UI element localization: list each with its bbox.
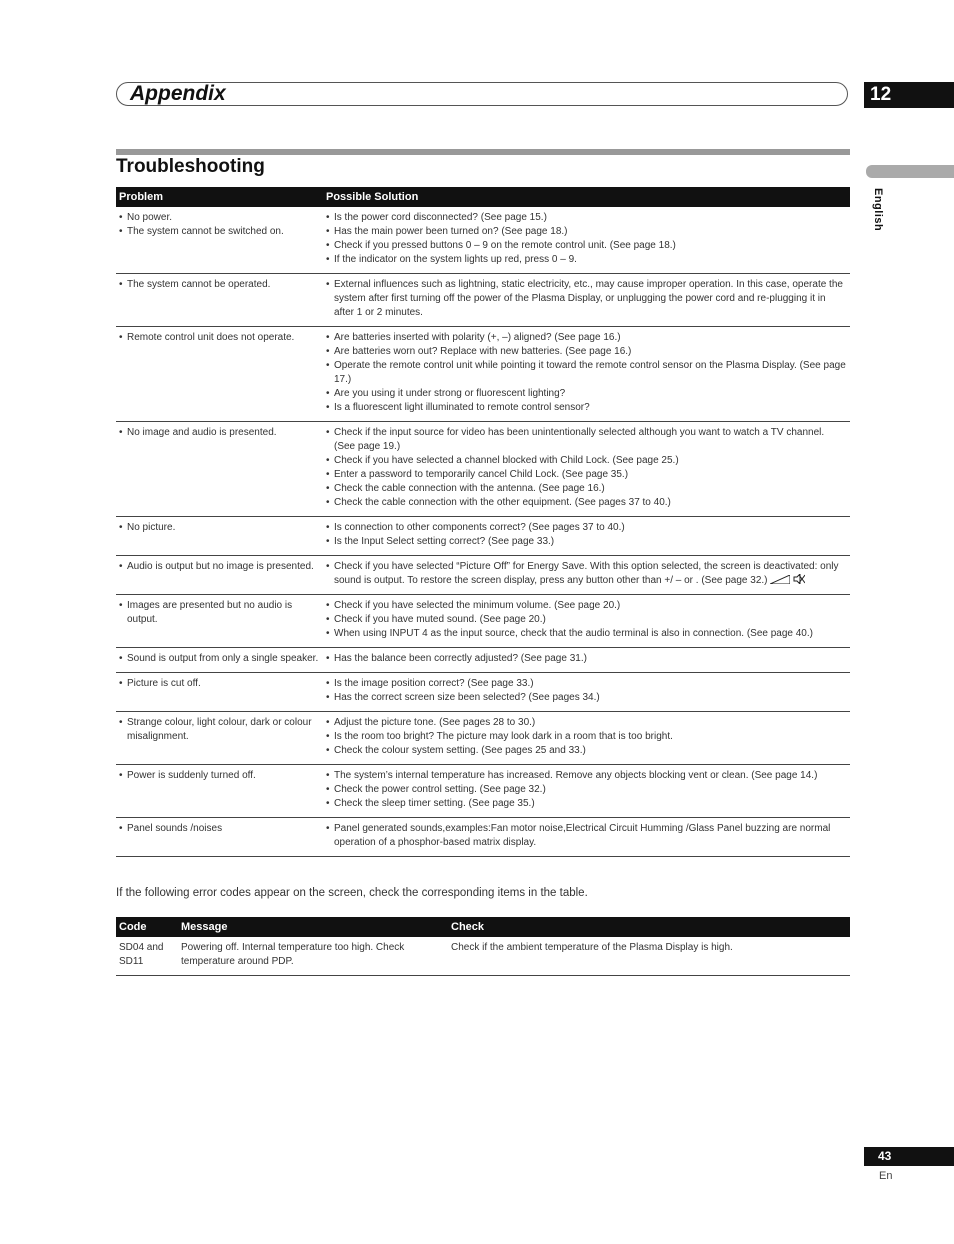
error-code-note: If the following error codes appear on the screen, check the corresponding items in the table. bbox=[116, 887, 588, 899]
table-row bbox=[116, 274, 850, 327]
solution-item: • Are batteries worn out? Replace with new batteries. (See page 16.) bbox=[326, 345, 847, 359]
problem-item: • Panel sounds /noises bbox=[119, 822, 320, 836]
table-row bbox=[116, 937, 850, 976]
solution-item: • Is a fluorescent light illuminated to remote control sensor? bbox=[326, 401, 847, 415]
solution-item: • Are you using it under strong or fluorescent lighting? bbox=[326, 387, 847, 401]
solution-item: • Is the Input Select setting correct? (See page 33.) bbox=[326, 535, 847, 549]
solution-cell bbox=[323, 327, 850, 422]
column-header-solution: Possible Solution bbox=[323, 187, 850, 207]
solution-item: • Has the correct screen size been selected? (See pages 34.) bbox=[326, 691, 847, 705]
error-message-cell: Powering off. Internal temperature too high. Check temperature around PDP. bbox=[178, 937, 448, 976]
solution-item: • The system’s internal temperature has increased. Remove any objects blocking vent or clean. (See page 14.) bbox=[326, 769, 847, 783]
page-number: 43 bbox=[864, 1147, 954, 1166]
problem-item: • Power is suddenly turned off. bbox=[119, 769, 320, 783]
mute-icon bbox=[793, 574, 813, 583]
problem-item: • Remote control unit does not operate. bbox=[119, 331, 320, 345]
problem-item: • Sound is output from only a single speaker. bbox=[119, 652, 320, 666]
solution-cell bbox=[323, 648, 850, 673]
solution-item: • Panel generated sounds,examples:Fan motor noise,Electrical Circuit Humming /Glass Panel buzzing are normal operation of a phosphor-based matrix display. bbox=[326, 822, 847, 850]
solution-item: • Check if the input source for video has been unintentionally selected although you want to watch a TV channel. (See page 19.) bbox=[326, 426, 847, 454]
solution-item: • If the indicator on the system lights up red, press 0 – 9. bbox=[326, 253, 847, 267]
page-header-title: Appendix bbox=[130, 82, 226, 105]
problem-item: • The system cannot be operated. bbox=[119, 278, 320, 292]
table-row bbox=[116, 712, 850, 765]
volume-icon bbox=[770, 575, 790, 584]
solution-cell bbox=[323, 765, 850, 818]
solution-item: • Check if you have selected a channel blocked with Child Lock. (See page 25.) bbox=[326, 454, 847, 468]
solution-item: • Check the power control setting. (See page 32.) bbox=[326, 783, 847, 797]
problem-cell bbox=[116, 648, 323, 673]
problem-item: • Picture is cut off. bbox=[119, 677, 320, 691]
problem-cell bbox=[116, 422, 323, 517]
solution-cell bbox=[323, 595, 850, 648]
table-row bbox=[116, 673, 850, 712]
solution-item: • Has the balance been correctly adjusted? (See page 31.) bbox=[326, 652, 847, 666]
solution-item: • Check if you pressed buttons 0 – 9 on the remote control unit. (See page 18.) bbox=[326, 239, 847, 253]
solution-text: Check if you have selected “Picture Off” for Energy Save. With this option selected, the screen is deactivated: only sound is output. To restore the screen display, press any button other than +/ – or . (See page 32.) bbox=[334, 561, 839, 586]
solution-item: • Is the image position correct? (See page 33.) bbox=[326, 677, 847, 691]
solution-cell bbox=[323, 818, 850, 857]
problem-cell bbox=[116, 327, 323, 422]
solution-item: • Check the colour system setting. (See pages 25 and 33.) bbox=[326, 744, 847, 758]
chapter-number-tab: 12 bbox=[864, 82, 954, 108]
solution-item: • Are batteries inserted with polarity (+, –) aligned? (See page 16.) bbox=[326, 331, 847, 345]
language-label: English bbox=[872, 188, 884, 232]
table-row bbox=[116, 207, 850, 274]
problem-cell bbox=[116, 595, 323, 648]
solution-item: • Check if you have selected the minimum volume. (See page 20.) bbox=[326, 599, 847, 613]
problem-item: • Audio is output but no image is presented. bbox=[119, 560, 320, 574]
solution-item: • Is the power cord disconnected? (See page 15.) bbox=[326, 211, 847, 225]
error-code-table bbox=[116, 917, 850, 976]
problem-item: • Images are presented but no audio is output. bbox=[119, 599, 320, 627]
solution-item: • Has the main power been turned on? (See page 18.) bbox=[326, 225, 847, 239]
table-row bbox=[116, 556, 850, 595]
column-header-message: Message bbox=[178, 917, 448, 937]
table-row bbox=[116, 765, 850, 818]
table-row bbox=[116, 422, 850, 517]
solution-item: • Operate the remote control unit while pointing it toward the remote control sensor on the Plasma Display. (See page 17.) bbox=[326, 359, 847, 387]
table-row bbox=[116, 327, 850, 422]
solution-item bbox=[326, 560, 847, 588]
solution-item: • Enter a password to temporarily cancel Child Lock. (See page 35.) bbox=[326, 468, 847, 482]
table-row bbox=[116, 648, 850, 673]
problem-item: • No power. bbox=[119, 211, 320, 225]
solution-cell bbox=[323, 712, 850, 765]
table-row bbox=[116, 595, 850, 648]
solution-item: • Is connection to other components correct? (See pages 37 to 40.) bbox=[326, 521, 847, 535]
solution-cell bbox=[323, 673, 850, 712]
column-header-problem: Problem bbox=[116, 187, 323, 207]
problem-cell bbox=[116, 765, 323, 818]
solution-cell bbox=[323, 556, 850, 595]
solution-cell bbox=[323, 517, 850, 556]
solution-item: • Check the cable connection with the antenna. (See page 16.) bbox=[326, 482, 847, 496]
problem-cell bbox=[116, 818, 323, 857]
table-header-row bbox=[116, 187, 850, 207]
solution-item: • External influences such as lightning, static electricity, etc., may cause improper operation. In this case, operate the system after first turning off the power of the Plasma Display, or unplugging the power cord and re-plugging it in after 1 or 2 minutes. bbox=[326, 278, 847, 320]
problem-cell bbox=[116, 556, 323, 595]
solution-item: • Check if you have muted sound. (See page 20.) bbox=[326, 613, 847, 627]
solution-cell bbox=[323, 274, 850, 327]
problem-cell bbox=[116, 207, 323, 274]
column-header-code: Code bbox=[116, 917, 178, 937]
column-header-check: Check bbox=[448, 917, 850, 937]
troubleshooting-table bbox=[116, 187, 850, 857]
section-title: Troubleshooting bbox=[116, 156, 265, 177]
solution-cell bbox=[323, 207, 850, 274]
problem-item: • No image and audio is presented. bbox=[119, 426, 320, 440]
solution-item: • Is the room too bright? The picture may look dark in a room that is too bright. bbox=[326, 730, 847, 744]
problem-item: • No picture. bbox=[119, 521, 320, 535]
solution-item: • Check the cable connection with the other equipment. (See pages 37 to 40.) bbox=[326, 496, 847, 510]
problem-item: • Strange colour, light colour, dark or colour misalignment. bbox=[119, 716, 320, 744]
problem-cell bbox=[116, 517, 323, 556]
language-tab bbox=[866, 165, 954, 178]
table-header-row bbox=[116, 917, 850, 937]
solution-item: • Adjust the picture tone. (See pages 28 to 30.) bbox=[326, 716, 847, 730]
table-row bbox=[116, 818, 850, 857]
problem-item: • The system cannot be switched on. bbox=[119, 225, 320, 239]
solution-item: • Check the sleep timer setting. (See page 35.) bbox=[326, 797, 847, 811]
problem-cell bbox=[116, 673, 323, 712]
error-code-cell: SD04 and SD11 bbox=[116, 937, 178, 976]
solution-cell bbox=[323, 422, 850, 517]
table-row bbox=[116, 517, 850, 556]
problem-cell bbox=[116, 274, 323, 327]
page-language: En bbox=[879, 1170, 893, 1182]
problem-cell bbox=[116, 712, 323, 765]
error-check-cell: Check if the ambient temperature of the Plasma Display is high. bbox=[448, 937, 850, 976]
solution-item: • When using INPUT 4 as the input source, check that the audio terminal is also in connection. (See page 40.) bbox=[326, 627, 847, 641]
